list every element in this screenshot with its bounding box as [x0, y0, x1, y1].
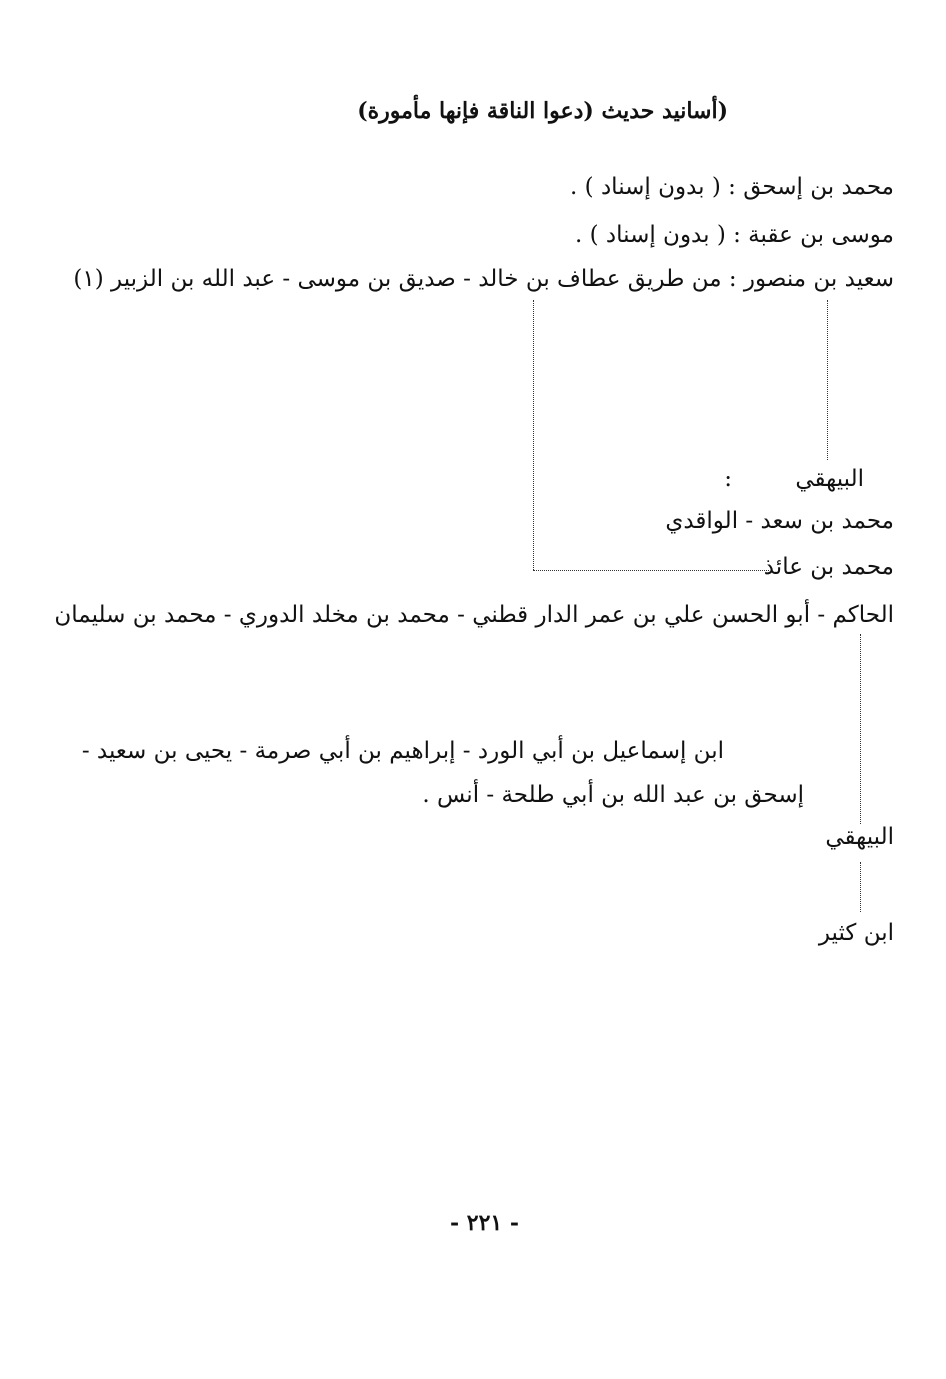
narrator-bayhaqi-2: البيهقي [825, 824, 894, 850]
connector-vertical-1 [827, 300, 828, 460]
chain-line-hakim: الحاكم - أبو الحسن علي بن عمر الدار قطني - محمد بن مخلد الدوري - محمد بن سليمان [54, 602, 894, 628]
page-title: (أسانيد حديث (دعوا الناقة فإنها مأمورة) [357, 98, 728, 124]
narrator-ibn-kathir: ابن كثير [818, 920, 894, 946]
connector-vertical-4 [860, 862, 861, 912]
connector-horizontal-1 [533, 570, 769, 571]
chain-line-continuation-1: ابن إسماعيل بن أبي الورد - إبراهيم بن أبي صرمة - يحيى بن سعيد - [81, 738, 724, 764]
connector-vertical-2 [533, 300, 534, 570]
narrator-bayhaqi-1: البيهقي [795, 466, 864, 492]
page-number: - ٢٢١ - [450, 1210, 520, 1236]
chain-line-ibn-aidh: محمد بن عائذ [763, 554, 894, 580]
chain-line-ibn-ishaq: محمد بن إسحق : ( بدون إسناد ) . [570, 174, 894, 200]
chain-line-continuation-2: إسحق بن عبد الله بن أبي طلحة - أنس . [422, 782, 804, 808]
narrator-bayhaqi-colon: : [724, 466, 732, 492]
connector-vertical-3 [860, 634, 861, 824]
chain-line-ibn-saad: محمد بن سعد - الواقدي [665, 508, 894, 534]
chain-line-said-ibn-mansur: سعيد بن منصور : من طريق عطاف بن خالد - صديق بن موسى - عبد الله بن الزبير (١) [73, 266, 894, 292]
chain-line-musa-ibn-uqba: موسى بن عقبة : ( بدون إسناد ) . [574, 222, 894, 248]
